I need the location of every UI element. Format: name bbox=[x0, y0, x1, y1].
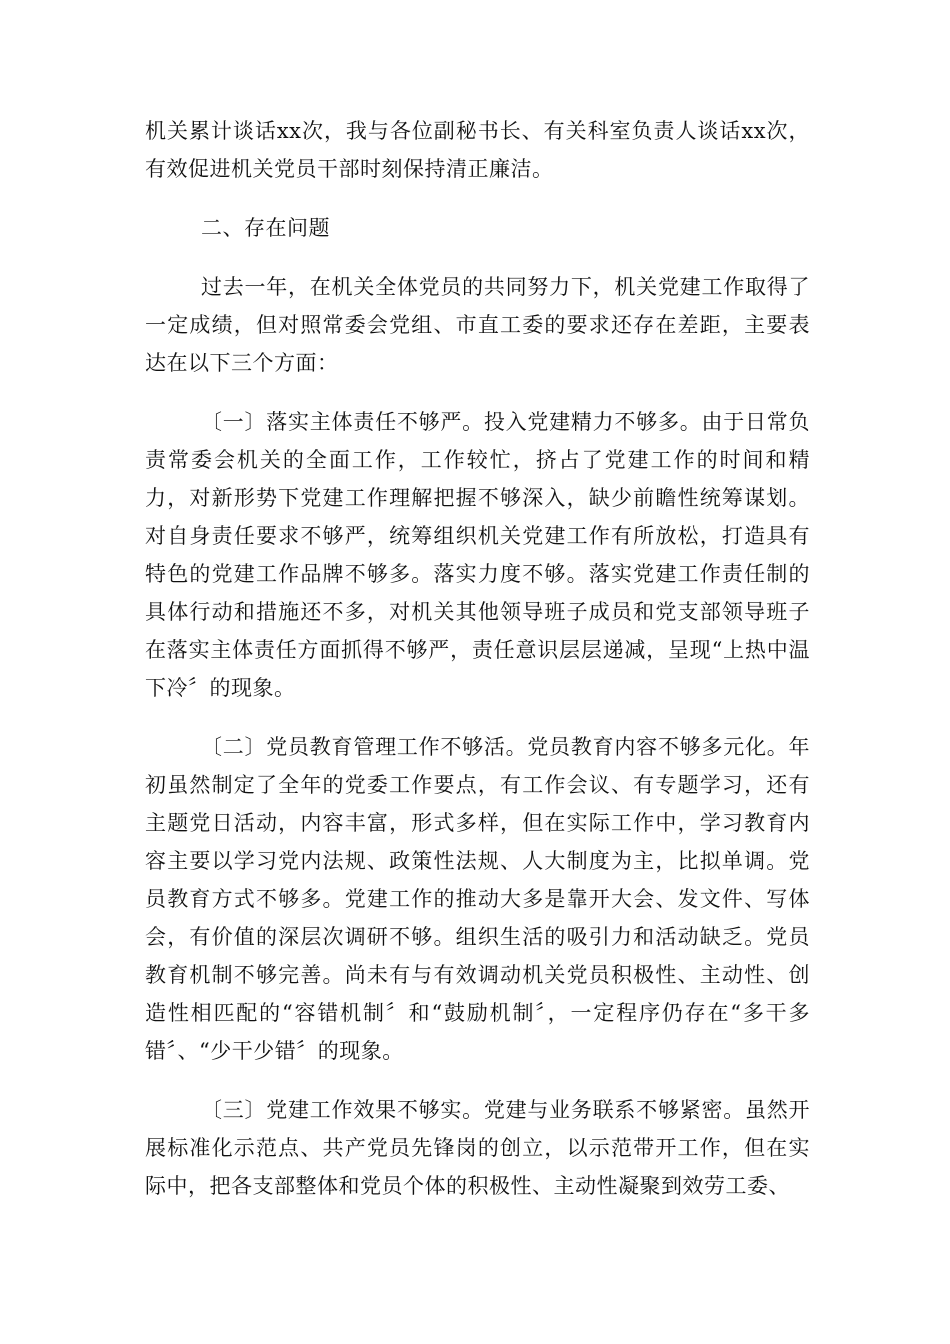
section-heading: 二、存在问题 bbox=[201, 216, 330, 240]
paragraph-item-3: 〔三〕党建工作效果不够实。党建与业务联系不够紧密。虽然开展标准化示范点、共产党员先锋岗的创立，以示范带开工作，但在实际中，把各支部整体和党员个体的积极性、主动性凝聚到效劳工委、 bbox=[145, 1098, 810, 1198]
paragraph-item-2: 〔二〕党员教育管理工作不够活。党员教育内容不够多元化。年初虽然制定了全年的党委工作要点，有工作会议、有专题学习，还有主题党日活动，内容丰富，形式多样，但在实际工作中，学习教育内容主要以学习党内法规、政策性法规、人大制度为主，比拟单调。党员教育方式不够多。党建工作的推动大多是靠开大会、发文件、写体会，有价值的深层次调研不够。组织生活的吸引力和活动缺乏。党员教育机制不够完善。尚未有与有效调动机关党员积极性、主动性、创造性相匹配的“容错机制〞和“鼓励机制〞，一定程序仍存在“多干多错〞、“少干少错〞的现象。 bbox=[145, 735, 810, 1063]
paragraph-continuation: 机关累计谈话xx次，我与各位副秘书长、有关科室负责人谈话xx次，有效促进机关党员干部时刻保持清正廉洁。 bbox=[145, 119, 810, 181]
paragraph-item-1: 〔一〕落实主体责任不够严。投入党建精力不够多。由于日常负责常委会机关的全面工作，工作较忙，挤占了党建工作的时间和精力，对新形势下党建工作理解把握不够深入，缺少前瞻性统筹谋划。对自身责任要求不够严，统筹组织机关党建工作有所放松，打造具有特色的党建工作品牌不够多。落实力度不够。落实党建工作责任制的具体行动和措施还不多，对机关其他领导班子成员和党支部领导班子在落实主体责任方面抓得不够严，责任意识层层递减，呈现“上热中温下冷〞的现象。 bbox=[145, 410, 810, 700]
paragraph-intro: 过去一年，在机关全体党员的共同努力下，机关党建工作取得了一定成绩，但对照常委会党组、市直工委的要求还存在差距，主要表达在以下三个方面： bbox=[145, 275, 810, 375]
document-page bbox=[145, 112, 810, 1205]
